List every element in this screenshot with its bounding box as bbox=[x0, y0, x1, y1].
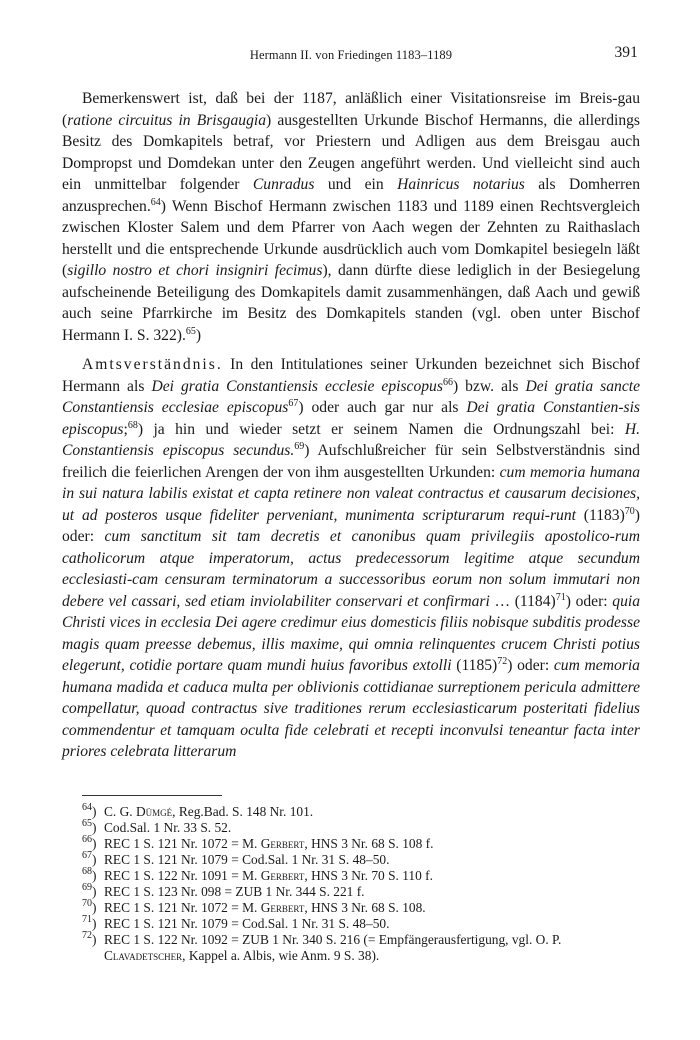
footnote-ref: 67 bbox=[288, 398, 299, 409]
book-page bbox=[62, 44, 640, 964]
footnote-ref: 66 bbox=[442, 376, 453, 388]
paragraph-amtsverstaendnis bbox=[62, 354, 640, 763]
latin-quote: H. Constantiensis episcopus secundus. bbox=[62, 420, 640, 459]
text-run: ) ausgestellten Urkunde Bischof Hermanns, die allerdings Besitz des Domkapitels betraf, vor Priestern und Adligen aus dem Breisgau auch Dompropst und Domdekan unter den Zeugen angeführt werden. Und vielleicht sind auch ein unmittelbar folgender bbox=[62, 111, 640, 193]
text-run: ) oder auch gar nur als bbox=[298, 399, 467, 416]
footnote-ref: 68 bbox=[127, 419, 138, 431]
latin-quote: sigillo nostro et chori insigniri fecimus bbox=[67, 262, 323, 279]
text-run: ) oder: bbox=[62, 506, 640, 545]
footnote bbox=[62, 881, 640, 900]
latin-quote: Dei gratia Constantien-sis episcopus bbox=[62, 399, 640, 438]
text-run: ) Aufschlußreicher für sein Selbstverständnis sind freilich die feierlichen Arengen der von ihm ausgestellten Urkunden: bbox=[62, 442, 640, 481]
footnote-ref: 72 bbox=[497, 656, 508, 667]
latin-name: Hainricus notarius bbox=[397, 176, 525, 193]
latin-arenga: cum memoria humana madida et caduca multa per oblivionis cottidianae surreptionem pericula admittere compellatur, quoad contractus sive traditiones rerum ecclesiasticarum posteritati fidelius commendentur et tamquam oculta fide celebrati et recepti inconvulsi teneantur facta inter priores celebrata litterarum bbox=[62, 657, 640, 760]
text-run: als Domherren anzusprechen. bbox=[62, 176, 640, 215]
footnote-number: $^{70}$) bbox=[82, 897, 97, 915]
text-run: und ein bbox=[314, 176, 398, 193]
footnote-ref: 69 bbox=[294, 441, 305, 452]
footnote-text: REC 1 S. 121 Nr. 1072 = M. Gerbert, HNS 3 Nr. 68 S. 108 f. bbox=[104, 835, 434, 851]
footnote-number: $^{69}$) bbox=[82, 881, 97, 899]
footnote-text: REC 1 S. 122 Nr. 1091 = M. Gerbert, HNS 3 Nr. 70 S. 110 f. bbox=[104, 867, 433, 883]
latin-quote: Dei gratia Constantiensis ecclesie episcopus bbox=[151, 377, 443, 395]
footnote-ref: 65 bbox=[185, 325, 196, 337]
footnote bbox=[62, 833, 640, 852]
footnote-number: $^{72}$) bbox=[82, 929, 97, 947]
footnote-number: $^{68}$) bbox=[82, 865, 97, 883]
text-run: (1185) bbox=[451, 657, 498, 674]
footnotes bbox=[62, 801, 640, 964]
text-run: ; bbox=[123, 420, 128, 438]
footnote bbox=[62, 929, 640, 964]
text-run: ) oder: bbox=[507, 657, 554, 674]
latin-name: Cunradus bbox=[252, 176, 315, 193]
footnote bbox=[62, 897, 640, 916]
footnote-text: REC 1 S. 121 Nr. 1072 = M. Gerbert, HNS 3 Nr. 68 S. 108. bbox=[104, 899, 426, 915]
latin-quote: Dei gratia sancte Constantiensis ecclesiae episcopus bbox=[62, 377, 641, 416]
footnote bbox=[62, 849, 640, 868]
text-run: ), dann dürfte diese lediglich in der Besiegelung aufscheinende Beteiligung des Domkapitels damit zusammenhängen, daß Aach und gewiß auch seine Pfarrkirche im Besitz des Domkapitels standen (vgl. oben unter Bischof Hermann I. S. 322). bbox=[62, 262, 641, 344]
footnote bbox=[62, 817, 640, 836]
latin-quote: ratione circuitus in Brisgaugia bbox=[67, 111, 267, 129]
text-run: ) bzw. als bbox=[452, 377, 526, 395]
page-number: 391 bbox=[614, 44, 638, 61]
running-title: Hermann II. von Friedingen 1183–1189 bbox=[249, 48, 453, 62]
footnote-number: $^{66}$) bbox=[82, 833, 97, 851]
text-run: ) ja hin und wieder setzt er seinem Namen die Ordnungszahl bei: bbox=[137, 420, 625, 438]
text-run: ) oder: bbox=[565, 592, 613, 610]
main-text bbox=[62, 88, 640, 763]
latin-arenga: cum memoria humana in sui natura labilis existat et capta retinere non valeat contractus et causarum decisiones, ut ad posteros usque fideliter perveniant, munimenta scripturarum requi-runt bbox=[62, 463, 640, 524]
text-run: Bemerkenswert ist, daß bei der 1187, anläßlich einer Visitationsreise im Breis-gau ( bbox=[62, 90, 640, 129]
footnote-text: REC 1 S. 122 Nr. 1092 = ZUB 1 Nr. 340 S. 216 (= Empfängerausfertigung, vgl. O. P. Clavadetscher, Kappel a. Albis, wie Anm. 9 S. 38). bbox=[104, 931, 562, 963]
latin-arenga: cum sanctitum sit tam decretis et canonibus quam privilegiis apostolico-rum catholicorum atque imperatorum, actus predecessorum legitime atque secundum ecclesiasti-cam censuram terminatorum a successoribus eorum non solum immutari non debere vel cassari, sed etiam inviolabiliter conservari et confirmari bbox=[62, 528, 640, 610]
footnote-number: $^{65}$) bbox=[82, 817, 97, 835]
footnote-text: C. G. Dümgé, Reg.Bad. S. 148 Nr. 101. bbox=[104, 803, 314, 819]
text-run: ) bbox=[195, 326, 202, 344]
text-run: (1183) bbox=[575, 506, 625, 524]
paragraph-domkapitel bbox=[62, 88, 640, 346]
footnote-text: Cod.Sal. 1 Nr. 33 S. 52. bbox=[104, 819, 232, 835]
text-run: ) Wenn Bischof Hermann zwischen 1183 und 1189 einen Rechtsvergleich zwischen Kloster Salem und dem Pfarrer von Aach wegen der Zehnten zu Raithaslach herstellt und die entsprechende Urkunde ausdrücklich auch vom Domkapitel besiegeln läßt ( bbox=[62, 197, 640, 279]
latin-arenga: quia Christi vices in ecclesia Dei agere credimur eius domesticis filiis nobisque subditis prodesse magis quam preesse debemus, illis maxime, qui omnia relinquentes crucem Christi potius elegerunt, cotidie portare quam mundi huius favoribus extolli bbox=[62, 592, 641, 674]
text-run: In den Intitulationes seiner Urkunden bezeichnet sich Bischof Hermann als bbox=[62, 356, 640, 395]
text-run: … (1184) bbox=[489, 592, 556, 610]
section-heading: Amtsverständnis. bbox=[82, 356, 223, 373]
footnote-text: REC 1 S. 123 Nr. 098 = ZUB 1 Nr. 344 S. 221 f. bbox=[104, 883, 365, 899]
footnote bbox=[62, 913, 640, 932]
footnote bbox=[62, 801, 640, 820]
footnote-number: $^{64}$) bbox=[82, 801, 97, 819]
footnote-divider bbox=[82, 795, 222, 796]
footnote-number: $^{67}$) bbox=[82, 849, 97, 867]
footnote-ref: 64 bbox=[150, 196, 161, 208]
footnote-text: REC 1 S. 121 Nr. 1079 = Cod.Sal. 1 Nr. 31 S. 48–50. bbox=[104, 915, 390, 931]
footnote-ref: 71 bbox=[555, 591, 566, 603]
footnote-ref: 70 bbox=[624, 505, 635, 517]
footnote-text: REC 1 S. 121 Nr. 1079 = Cod.Sal. 1 Nr. 31 S. 48–50. bbox=[104, 851, 390, 867]
footnote bbox=[62, 865, 640, 884]
footnote-number: $^{71}$) bbox=[82, 913, 97, 931]
running-head bbox=[62, 44, 640, 68]
